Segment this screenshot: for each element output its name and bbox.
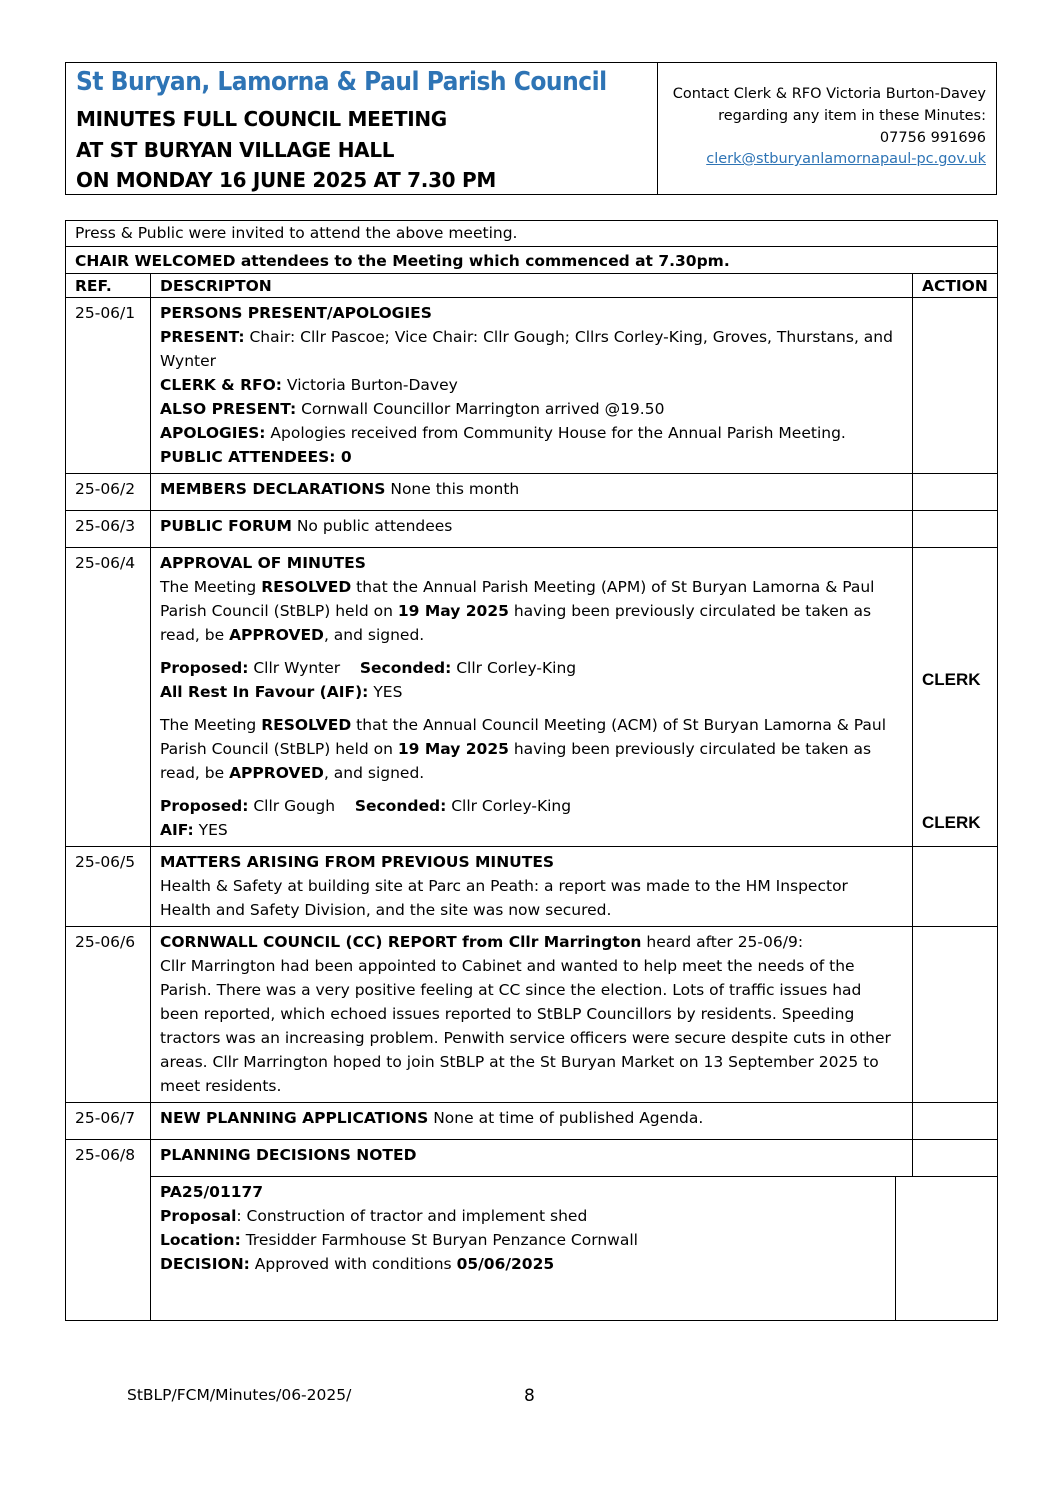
press-notice: Press & Public were invited to attend the above meeting.	[66, 221, 998, 247]
application-number: PA25/01177	[160, 1183, 264, 1201]
item-description: MEMBERS DECLARATIONS None this month	[151, 474, 913, 511]
contact-phone: 07756 991696	[879, 130, 986, 146]
meeting-title-line-1: MINUTES FULL COUNCIL MEETING	[76, 107, 447, 131]
column-header-description: DESCRIPTON	[151, 274, 913, 298]
item-title: PERSONS PRESENT/APOLOGIES	[160, 304, 432, 322]
action-clerk-1: CLERK	[921, 670, 981, 689]
item-action	[912, 847, 997, 927]
item-action	[912, 1103, 997, 1140]
item-ref: 25-06/2	[66, 474, 151, 511]
column-header-action: ACTION	[912, 274, 997, 298]
table-row	[66, 1177, 998, 1321]
meeting-title-box	[65, 62, 658, 195]
item-description: PLANNING DECISIONS NOTED	[151, 1140, 913, 1177]
table-row	[66, 511, 998, 548]
contact-email-link[interactable]: clerk@stburyanlamornapaul-pc.gov.uk	[706, 151, 986, 167]
table-row	[66, 247, 998, 274]
item-description: PERSONS PRESENT/APOLOGIES PRESENT: Chair: Cllr Pascoe; Vice Chair: Cllr Gough; Cllrs Corley-King, Groves, Thurstans, and Wynter CLERK & RFO: Victoria Burton-Davey ALSO PRESENT: Cornwall Councillor Marrington arrived @19.50 APOLOGIES: Apologies received from Community House for the Annual Parish Meeting. PUBLIC ATTENDEES: 0	[151, 298, 913, 474]
council-name: St Buryan, Lamorna & Paul Parish Council	[76, 67, 607, 97]
item-ref: 25-06/6	[66, 927, 151, 1103]
welcome-rest: attendees to the Meeting which commenced at 7.30pm.	[235, 252, 730, 270]
table-row	[66, 221, 998, 247]
item-ref: 25-06/1	[66, 298, 151, 474]
item-ref: 25-06/3	[66, 511, 151, 548]
item-description: MATTERS ARISING FROM PREVIOUS MINUTES Health & Safety at building site at Parc an Peath: a report was made to the HM Inspector Health and Safety Division, and the site was now secured.	[151, 847, 913, 927]
footer-doc-ref: StBLP/FCM/Minutes/06-2025/	[127, 1386, 352, 1404]
item-ref: 25-06/8	[66, 1140, 151, 1321]
footer-page-number: 8	[524, 1386, 535, 1406]
minutes-table	[65, 220, 998, 1321]
table-row	[66, 474, 998, 511]
item-action	[912, 1140, 997, 1177]
table-row	[66, 1140, 998, 1177]
item-ref: 25-06/4	[66, 548, 151, 847]
item-action	[912, 474, 997, 511]
contact-line-2: regarding any item in these Minutes:	[718, 108, 986, 124]
item-description: NEW PLANNING APPLICATIONS None at time of published Agenda.	[151, 1103, 913, 1140]
table-row	[66, 1103, 998, 1140]
column-header-row	[66, 274, 998, 298]
item-action	[912, 511, 997, 548]
meeting-title-line-3: ON MONDAY 16 JUNE 2025 AT 7.30 PM	[76, 168, 496, 192]
welcome-notice	[66, 247, 998, 274]
contact-box	[657, 62, 997, 195]
action-clerk-2: CLERK	[921, 813, 981, 832]
document-header	[65, 62, 998, 195]
table-row	[66, 847, 998, 927]
item-description: CORNWALL COUNCIL (CC) REPORT from Cllr Marrington heard after 25-06/9: Cllr Marrington had been appointed to Cabinet and wanted to help meet the needs of the Parish. There was a very positive feeling at CC since the election. Lots of traffic issues had been reported, which echoed issues reported to StBLP Councillors by residents. Speeding tractors was an increasing problem. Penwith service officers were secure despite cuts in other areas. Cllr Marrington hoped to join StBLP at the St Buryan Market on 13 September 2025 to meet residents.	[151, 927, 913, 1103]
table-row	[66, 548, 998, 847]
planning-decision-action	[895, 1177, 997, 1320]
item-ref: 25-06/5	[66, 847, 151, 927]
column-header-ref: REF.	[66, 274, 151, 298]
contact-line-1: Contact Clerk & RFO Victoria Burton-Davey	[672, 86, 986, 102]
item-description: APPROVAL OF MINUTES The Meeting RESOLVED that the Annual Parish Meeting (APM) of St Buryan Lamorna & Paul Parish Council (StBLP) held on 19 May 2025 having been previously circulated be taken as read, be APPROVED, and signed. Proposed: Cllr Wynter Seconded: Cllr Corley-King All Rest In Favour (AIF): YES The Meeting RESOLVED that the Annual Council Meeting (ACM) of St Buryan Lamorna & Paul Parish Council (StBLP) held on 19 May 2025 having been previously circulated be taken as read, be APPROVED, and signed. Proposed: Cllr Gough Seconded: Cllr Corley-King AIF: YES	[151, 548, 913, 847]
planning-decision-cell	[151, 1177, 998, 1321]
item-action	[912, 927, 997, 1103]
item-action	[912, 548, 997, 847]
item-action	[912, 298, 997, 474]
item-ref: 25-06/7	[66, 1103, 151, 1140]
welcome-bold: CHAIR WELCOMED	[75, 252, 236, 270]
table-row	[66, 298, 998, 474]
table-row	[66, 927, 998, 1103]
planning-decision-details: PA25/01177 Proposal: Construction of tractor and implement shed Location: Tresidder Farmhouse St Buryan Penzance Cornwall DECISION: Approved with conditions 05/06/2025	[160, 1183, 638, 1273]
item-description: PUBLIC FORUM No public attendees	[151, 511, 913, 548]
meeting-title-line-2: AT ST BURYAN VILLAGE HALL	[76, 138, 395, 162]
